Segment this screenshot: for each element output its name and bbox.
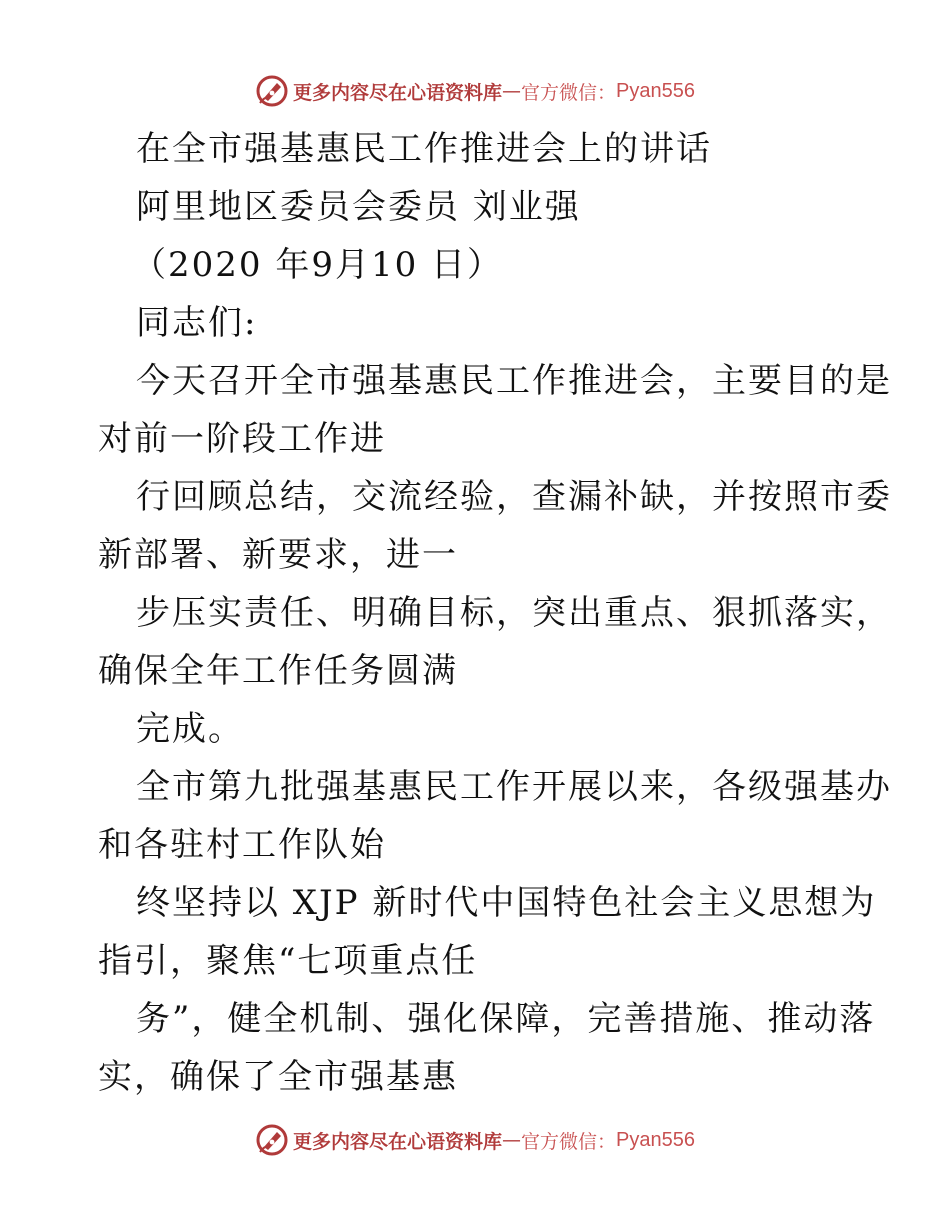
watermark-wechat-id: Pyan556: [616, 1128, 695, 1151]
watermark-wechat-label: 官方微信：: [521, 1130, 617, 1153]
paragraph-line: 步压实责任、明确目标，突出重点、狠抓落实，: [136, 593, 892, 633]
watermark-text: 更多内容尽在心语资料库: [293, 1130, 503, 1153]
paragraph-line: 完成。: [136, 709, 244, 749]
watermark-wechat-id: Pyan556: [616, 79, 695, 102]
watermark-wechat-label: 官方微信：: [521, 81, 617, 104]
pen-nib-circle-icon: [255, 74, 289, 108]
pen-nib-circle-icon: [255, 1123, 289, 1157]
footer-watermark: [0, 1120, 950, 1160]
salutation: 同志们:: [136, 303, 258, 343]
paragraph-line: 行回顾总结，交流经验，查漏补缺，并按照市委: [136, 477, 892, 517]
header-watermark: [0, 71, 950, 111]
paragraph-line: 新部署、新要求，进一: [98, 535, 458, 575]
paragraph-line: 今天召开全市强基惠民工作推进会，主要目的是: [136, 361, 892, 401]
paragraph-line: 实，确保了全市强基惠: [98, 1057, 458, 1097]
paragraph-line: 对前一阶段工作进: [98, 419, 386, 459]
watermark-dash: —: [502, 1129, 522, 1151]
paragraph-line: 和各驻村工作队始: [98, 825, 386, 865]
document-author: 阿里地区委员会委员 刘业强: [136, 187, 581, 227]
document-title: 在全市强基惠民工作推进会上的讲话: [136, 129, 712, 169]
document-date: （2020 年9月10 日）: [132, 245, 504, 285]
watermark-text: 更多内容尽在心语资料库: [293, 81, 503, 104]
watermark-dash: —: [502, 80, 522, 102]
document-body: [98, 120, 892, 1106]
paragraph-line: 全市第九批强基惠民工作开展以来，各级强基办: [136, 767, 892, 807]
paragraph-line: 务”，健全机制、强化保障，完善措施、推动落: [136, 999, 876, 1039]
paragraph-line: 指引，聚焦“七项重点任: [98, 941, 478, 981]
paragraph-line: 确保全年工作任务圆满: [98, 651, 458, 691]
paragraph-line: 终坚持以 XJP 新时代中国特色社会主义思想为: [136, 883, 877, 923]
